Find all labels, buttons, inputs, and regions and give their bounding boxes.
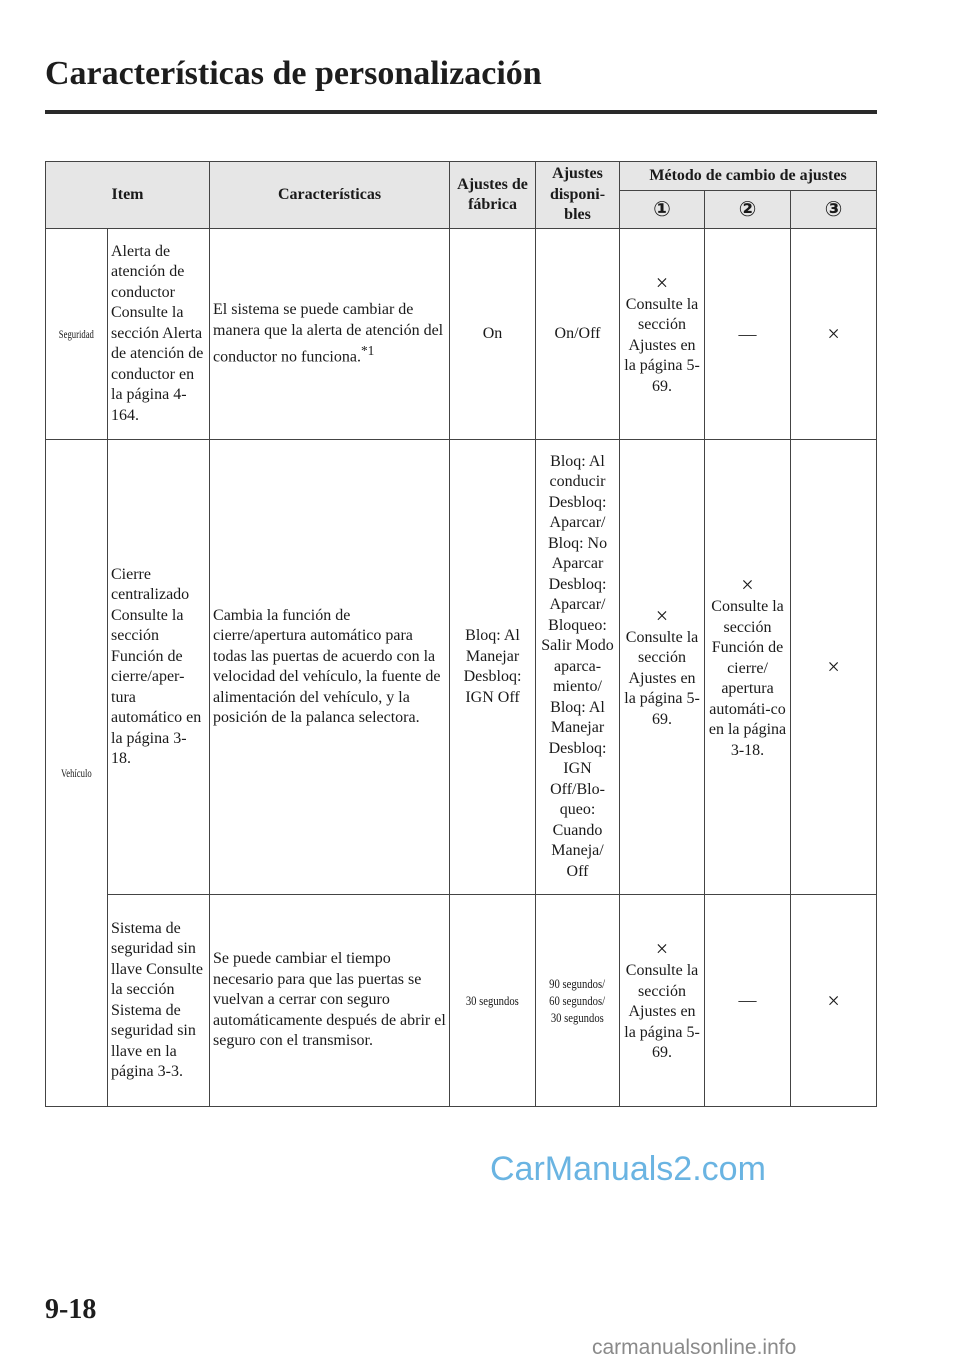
header-change-method: Método de cambio de ajustes — [620, 162, 877, 191]
method-1-cell — [620, 440, 705, 895]
header-method-1: ① — [620, 191, 705, 229]
factory-setting-cell: Bloq: Al Manejar Desbloq: IGN Off — [450, 440, 536, 895]
available-option: 60 segundos/ — [549, 993, 606, 1008]
footer-site-text: carmanualsonline.info — [592, 1336, 797, 1359]
cross-icon: × — [827, 321, 840, 346]
footnote-marker: *1 — [360, 343, 375, 359]
cross-icon: × — [655, 269, 669, 295]
settings-table — [45, 161, 877, 1107]
item-cell: Alerta de atención de conductor Consulte la sección Alerta de atención de conductor en la página 4-164. — [108, 229, 210, 440]
header-factory-settings: Ajustes de fábrica — [450, 162, 536, 229]
method-1-cell — [620, 229, 705, 440]
header-method-2: ② — [705, 191, 791, 229]
feature-cell — [210, 229, 450, 440]
title-rule — [45, 110, 877, 114]
cross-icon: × — [655, 602, 669, 628]
item-cell: Cierre centralizado Consulte la sección Función de cierre/aper-tura automático en la página 3-18. — [108, 440, 210, 895]
available-setting-cell: On/Off — [536, 229, 620, 440]
available-setting-cell: Bloq: Al conducir Desbloq: Aparcar/ Bloq: No Aparcar Desbloq: Aparcar/ Bloqueo: Salir Modo aparca-miento/ Bloq: Al Manejar Desbloq: IGN Off/Blo-queo: Cuando Maneja/ Off — [536, 440, 620, 895]
category-label: Seguridad — [58, 326, 95, 341]
factory-setting-text: 30 segundos — [466, 993, 520, 1008]
header-available-settings: Ajustes disponi-bles — [536, 162, 620, 229]
method-1-text: Consulte la sección Ajustes en la página 5-69. — [624, 295, 700, 395]
category-cell — [46, 440, 108, 1107]
dash-icon: — — [738, 323, 757, 344]
watermark-logo: CarManuals2.com — [490, 1150, 766, 1188]
item-cell: Sistema de seguridad sin llave Consulte la sección Sistema de seguridad sin llave en la página 3-3. — [108, 895, 210, 1107]
cross-icon: × — [655, 936, 669, 962]
header-method-3: ③ — [791, 191, 877, 229]
method-3-cell — [791, 895, 877, 1107]
method-3-cell — [791, 440, 877, 895]
method-2-cell — [705, 440, 791, 895]
cross-icon: × — [741, 572, 754, 597]
factory-setting-cell — [450, 895, 536, 1107]
method-3-cell — [791, 229, 877, 440]
method-1-text: Consulte la sección Ajustes en la página 5-69. — [624, 628, 700, 728]
page-title: Características de personalización — [45, 55, 542, 92]
cross-icon: × — [827, 654, 840, 679]
available-option: 30 segundos — [551, 1010, 605, 1025]
table-row — [46, 895, 877, 1107]
header-features: Características — [210, 162, 450, 229]
header-item: Item — [46, 162, 210, 229]
page-number: 9-18 — [45, 1294, 97, 1325]
cross-icon: × — [827, 987, 840, 1013]
table-row — [46, 440, 877, 895]
table-row — [46, 229, 877, 440]
feature-text: El sistema se puede cambiar de manera que la alerta de atención del conductor no funciona. — [213, 301, 444, 366]
dash-icon: — — [738, 990, 757, 1011]
method-2-text: Consulte la sección Función de cierre/ apertura automáti-co en la página 3-18. — [708, 598, 787, 759]
method-2-cell — [705, 229, 791, 440]
feature-cell: Cambia la función de cierre/apertura automático para todas las puertas de acuerdo con la velocidad del vehículo, la fuente de alimentación del vehículo, y la posición de la palanca selectora. — [210, 440, 450, 895]
category-cell — [46, 229, 108, 440]
available-option: 90 segundos/ — [549, 976, 606, 991]
available-setting-cell — [536, 895, 620, 1107]
method-1-cell — [620, 895, 705, 1107]
factory-setting-cell: On — [450, 229, 536, 440]
feature-cell: Se puede cambiar el tiempo necesario para que las puertas se vuelvan a cerrar con seguro automáticamente después de abrir el seguro con el transmisor. — [210, 895, 450, 1107]
method-2-cell — [705, 895, 791, 1107]
category-label: Vehículo — [61, 765, 92, 780]
method-1-text: Consulte la sección Ajustes en la página 5-69. — [624, 962, 700, 1062]
